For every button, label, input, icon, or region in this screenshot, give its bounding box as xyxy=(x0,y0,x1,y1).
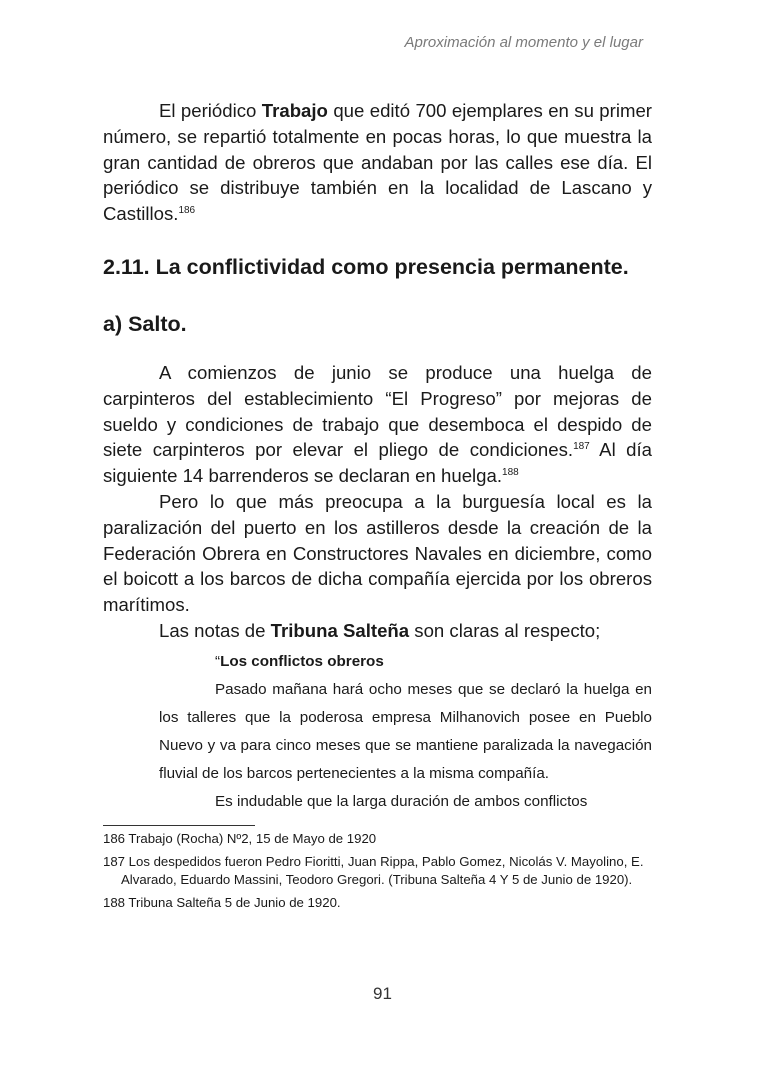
para4-text-after: son claras al respecto; xyxy=(409,619,601,641)
running-header: Aproximación al momento y el lugar xyxy=(404,34,643,51)
footnotes xyxy=(103,830,652,917)
footnote-ref-186[interactable]: 186 xyxy=(178,205,196,217)
para2-text-2: Al día siguiente 14 barrenderos se declaran en huelga. xyxy=(103,439,653,487)
periodical-title-trabajo: Trabajo xyxy=(261,100,328,121)
footnote-divider xyxy=(103,825,255,826)
page-number: 91 xyxy=(373,984,392,1003)
paragraph-tribuna-intro xyxy=(103,618,652,644)
block-quote xyxy=(159,648,652,816)
quote-paragraph-2: Es indudable que la larga duración de ambos conflictos xyxy=(215,793,588,810)
subsection-heading: a) Salto. xyxy=(103,312,187,336)
quote-title: Los conflictos obreros xyxy=(220,653,384,670)
para1-text-after: que editó 700 ejemplares en su primer número, se repartió totalmente en pocas horas, lo que muestra la gran cantidad de obreros que andaban por las calles ese día. El periódico se distribuye también en la localidad de Lascano y Castillos. xyxy=(103,100,652,225)
footnote-ref-187[interactable]: 187 xyxy=(573,441,590,453)
quote-title-line xyxy=(159,648,652,676)
periodical-title-tribuna: Tribuna Salteña xyxy=(270,619,410,641)
paragraph-strike xyxy=(103,360,652,489)
para2-text-1: A comienzos de junio se produce una huelga de carpinteros del establecimiento “El Progreso” por mejoras de sueldo y condiciones de trabajo que desemboca el despido de siete carpinteros por elevar el pliego de condiciones. xyxy=(103,362,652,461)
footnote-187: 187 Los despedidos fueron Pedro Fioritti, Juan Rippa, Pablo Gomez, Nicolás V. Mayolino, E. Alvarado, Eduardo Massini, Teodoro Gregori. (Tribuna Salteña 4 Y 5 de Junio de 1920). xyxy=(103,854,644,887)
opening-paragraph xyxy=(103,98,652,227)
main-paragraphs xyxy=(103,360,652,644)
para4-text-before: Las notas de xyxy=(159,619,271,641)
section-heading: 2.11. La conflictividad como presencia permanente. xyxy=(103,255,629,279)
quote-paragraph-1: Pasado mañana hará ocho meses que se declaró la huelga en los talleres que la poderosa empresa Milhanovich posee en Pueblo Nuevo y va para cinco meses que se mantiene paralizada la navegación fluvial de los barcos pertenecientes a la misma compañía. xyxy=(159,681,652,782)
footnote-186: 186 Trabajo (Rocha) Nº2, 15 de Mayo de 1920 xyxy=(103,831,377,846)
quote-open-mark: “ xyxy=(215,653,221,670)
para1-text-before: El periódico xyxy=(159,100,262,121)
paragraph-port: Pero lo que más preocupa a la burguesía local es la paralización del puerto en los astilleros desde la creación de la Federación Obrera en Constructores Navales en diciembre, como el boicott a los barcos de dicha compañía ejercida por los obreros marítimos. xyxy=(103,490,652,616)
footnote-188: 188 Tribuna Salteña 5 de Junio de 1920. xyxy=(103,895,341,910)
footnote-ref-188[interactable]: 188 xyxy=(502,467,519,479)
